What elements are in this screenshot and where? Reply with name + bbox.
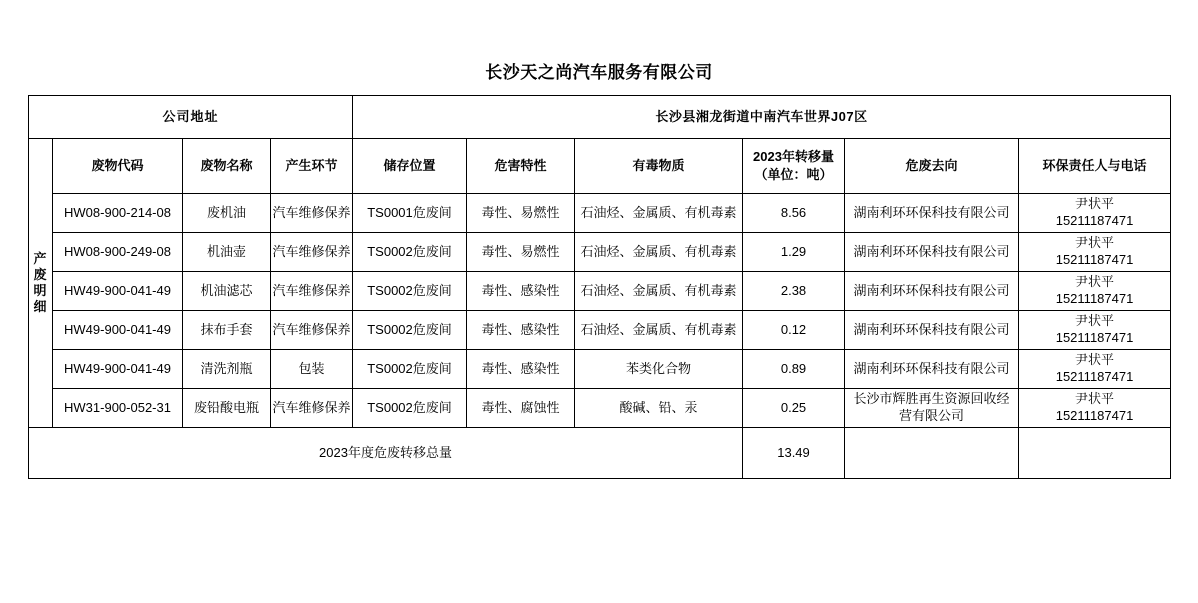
cell-destination: 湖南利环环保科技有限公司: [845, 311, 1019, 350]
cell-code: HW49-900-041-49: [53, 350, 183, 389]
cell-hazard: 毒性、感染性: [467, 272, 575, 311]
cell-hazard: 毒性、腐蚀性: [467, 389, 575, 428]
cell-toxic: 石油烃、金属质、有机毒素: [575, 272, 743, 311]
cell-storage: TS0002危废间: [353, 389, 467, 428]
cell-stage: 包装: [271, 350, 353, 389]
cell-name: 抹布手套: [183, 311, 271, 350]
cell-storage: TS0002危废间: [353, 233, 467, 272]
cell-hazard: 毒性、感染性: [467, 350, 575, 389]
cell-amount: 0.12: [743, 311, 845, 350]
column-header-storage: 储存位置: [353, 139, 467, 194]
total-label: 2023年度危废转移总量: [29, 428, 743, 479]
column-header-stage: 产生环节: [271, 139, 353, 194]
waste-detail-table: [28, 95, 1171, 479]
cell-hazard: 毒性、感染性: [467, 311, 575, 350]
cell-amount: 0.89: [743, 350, 845, 389]
cell-stage: 汽车维修保养: [271, 233, 353, 272]
cell-stage: 汽车维修保养: [271, 389, 353, 428]
table-row: [29, 233, 1171, 272]
cell-storage: TS0002危废间: [353, 350, 467, 389]
cell-responsible-person: 尹状平 15211187471: [1019, 233, 1171, 272]
cell-code: HW31-900-052-31: [53, 389, 183, 428]
cell-amount: 8.56: [743, 194, 845, 233]
cell-name: 机油滤芯: [183, 272, 271, 311]
cell-responsible-person: 尹状平 15211187471: [1019, 272, 1171, 311]
cell-toxic: 酸碱、铅、汞: [575, 389, 743, 428]
table-row: [29, 272, 1171, 311]
cell-destination: 长沙市辉胜再生资源回收经 营有限公司: [845, 389, 1019, 428]
cell-hazard: 毒性、易燃性: [467, 194, 575, 233]
cell-responsible-person: 尹状平 15211187471: [1019, 311, 1171, 350]
column-header-name: 废物名称: [183, 139, 271, 194]
waste-table-container: [0, 95, 1198, 479]
table-row: [29, 389, 1171, 428]
table-row: [29, 311, 1171, 350]
cell-toxic: 苯类化合物: [575, 350, 743, 389]
cell-toxic: 石油烃、金属质、有机毒素: [575, 311, 743, 350]
cell-storage: TS0002危废间: [353, 311, 467, 350]
cell-code: HW08-900-214-08: [53, 194, 183, 233]
cell-stage: 汽车维修保养: [271, 311, 353, 350]
cell-code: HW49-900-041-49: [53, 311, 183, 350]
cell-stage: 汽车维修保养: [271, 272, 353, 311]
total-empty-destination: [845, 428, 1019, 479]
column-header-transfer-amount: 2023年转移量 （单位：吨）: [743, 139, 845, 194]
address-value: 长沙县湘龙街道中南汽车世界J07区: [353, 96, 1171, 139]
cell-name: 机油壶: [183, 233, 271, 272]
cell-stage: 汽车维修保养: [271, 194, 353, 233]
total-empty-person: [1019, 428, 1171, 479]
address-label: 公司地址: [29, 96, 353, 139]
cell-amount: 1.29: [743, 233, 845, 272]
cell-amount: 0.25: [743, 389, 845, 428]
table-row: [29, 350, 1171, 389]
cell-code: HW08-900-249-08: [53, 233, 183, 272]
cell-responsible-person: 尹状平 15211187471: [1019, 350, 1171, 389]
cell-responsible-person: 尹状平 15211187471: [1019, 389, 1171, 428]
table-header-row: [29, 139, 1171, 194]
column-header-responsible-person: 环保责任人与电话: [1019, 139, 1171, 194]
cell-destination: 湖南利环环保科技有限公司: [845, 194, 1019, 233]
table-row: [29, 194, 1171, 233]
cell-storage: TS0001危废间: [353, 194, 467, 233]
address-row: [29, 96, 1171, 139]
page-title: 长沙天之尚汽车服务有限公司: [485, 63, 713, 82]
cell-toxic: 石油烃、金属质、有机毒素: [575, 233, 743, 272]
cell-toxic: 石油烃、金属质、有机毒素: [575, 194, 743, 233]
cell-destination: 湖南利环环保科技有限公司: [845, 272, 1019, 311]
cell-responsible-person: 尹状平 15211187471: [1019, 194, 1171, 233]
cell-amount: 2.38: [743, 272, 845, 311]
cell-name: 清洗剂瓶: [183, 350, 271, 389]
cell-name: 废铅酸电瓶: [183, 389, 271, 428]
total-row: [29, 428, 1171, 479]
side-label-waste-detail: 产废明细: [29, 139, 53, 428]
cell-storage: TS0002危废间: [353, 272, 467, 311]
column-header-hazard: 危害特性: [467, 139, 575, 194]
total-value: 13.49: [743, 428, 845, 479]
column-header-destination: 危废去向: [845, 139, 1019, 194]
column-header-toxic: 有毒物质: [575, 139, 743, 194]
cell-code: HW49-900-041-49: [53, 272, 183, 311]
cell-destination: 湖南利环环保科技有限公司: [845, 233, 1019, 272]
cell-hazard: 毒性、易燃性: [467, 233, 575, 272]
column-header-code: 废物代码: [53, 139, 183, 194]
cell-name: 废机油: [183, 194, 271, 233]
cell-destination: 湖南利环环保科技有限公司: [845, 350, 1019, 389]
